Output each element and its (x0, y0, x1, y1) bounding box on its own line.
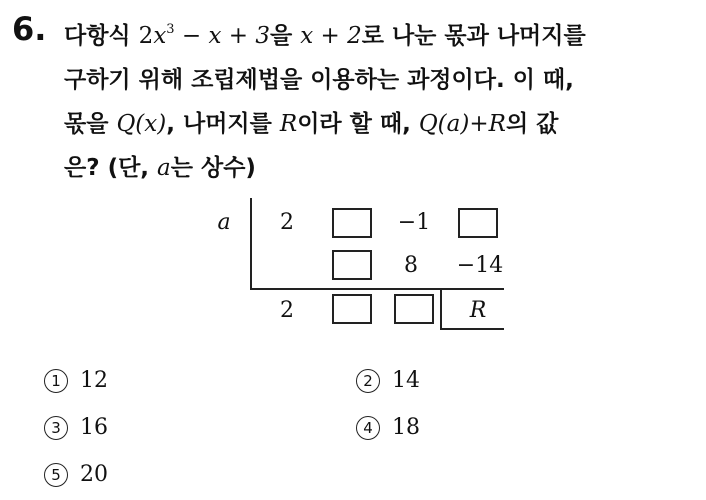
stem-line-2: 구하기 위해 조립제법을 이용하는 과정이다. 이 때, (64, 67, 574, 93)
choice-4[interactable] (356, 415, 420, 440)
stem-text: , 나머지를 (166, 111, 280, 137)
row1-coef-3: −1 (397, 210, 431, 235)
row2-value-8: 8 (404, 253, 418, 278)
choice-marker: 1 (44, 369, 68, 393)
choice-value: 12 (80, 368, 108, 393)
stem-text: 이라 할 때, (297, 111, 419, 137)
blank-box (332, 250, 372, 280)
choice-1[interactable] (44, 368, 108, 393)
divider-vertical (250, 198, 252, 288)
choice-value: 18 (392, 415, 420, 440)
stem-text: 몫을 (64, 111, 117, 137)
poly-var: x (153, 23, 167, 49)
poly-exponent: 3 (166, 22, 175, 37)
choice-3[interactable] (44, 415, 108, 440)
remainder-divider (440, 290, 442, 330)
remainder-symbol: R (279, 111, 298, 137)
row2-value-neg14: −14 (456, 253, 504, 278)
blank-box (332, 208, 372, 238)
synthetic-division-table (200, 192, 520, 342)
remainder-label: R (469, 298, 487, 323)
stem-line-4 (64, 146, 694, 190)
question-number: 6. (12, 10, 47, 48)
choice-value: 20 (80, 462, 108, 487)
stem-text: 로 나눈 몫과 나머지를 (361, 23, 586, 49)
stem-text: 다항식 (64, 23, 139, 49)
blank-box (394, 294, 434, 324)
constant-var: a (157, 155, 171, 181)
divisor-expression: x + 2 (300, 23, 362, 49)
choice-value: 16 (80, 415, 108, 440)
stem-line-3 (64, 102, 694, 146)
remainder-underline (440, 328, 504, 330)
poly-coef: 2 (138, 23, 154, 49)
stem-text: 을 (269, 23, 301, 49)
row1-coef-1: 2 (280, 210, 294, 235)
stem-line-1 (64, 14, 694, 58)
blank-box (332, 294, 372, 324)
divisor-label: a (217, 210, 231, 235)
blank-box (458, 208, 498, 238)
target-expression: Q(a)+R (418, 111, 506, 137)
choice-marker: 5 (44, 463, 68, 487)
stem-text: 는 상수) (170, 155, 256, 181)
choice-marker: 2 (356, 369, 380, 393)
quotient-symbol: Q(x) (116, 111, 167, 137)
poly-rest: − x + 3 (174, 23, 270, 49)
stem-text: 은? (단, (64, 155, 158, 181)
choice-marker: 3 (44, 416, 68, 440)
question-stem (64, 14, 694, 190)
choice-value: 14 (392, 368, 420, 393)
choice-5[interactable] (44, 462, 108, 487)
divider-horizontal (250, 288, 504, 290)
choice-marker: 4 (356, 416, 380, 440)
choice-2[interactable] (356, 368, 420, 393)
row3-value-2: 2 (280, 298, 294, 323)
stem-text: 의 값 (505, 111, 559, 137)
